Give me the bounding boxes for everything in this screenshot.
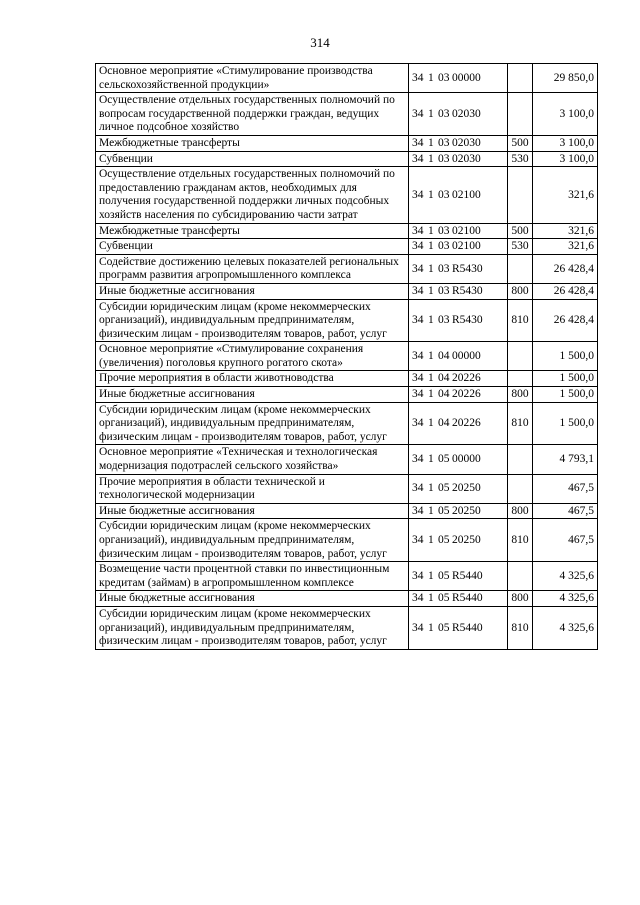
subprogram-code: 1 [428, 388, 434, 401]
main-activity-code: 04 [438, 372, 450, 385]
main-activity-code: 03 [438, 284, 450, 297]
amount: 4 793,1 [533, 445, 598, 474]
expense-name: Иные бюджетные ассигнования [96, 591, 409, 607]
program-code: 34 [412, 621, 424, 634]
subprogram-code: 1 [428, 453, 434, 466]
program-code: 34 [412, 136, 424, 149]
main-activity-code: 03 [438, 188, 450, 201]
program-code: 34 [412, 350, 424, 363]
program-code: 34 [412, 372, 424, 385]
target-code [409, 254, 508, 283]
main-activity-code: 04 [438, 388, 450, 401]
amount: 4 325,6 [533, 562, 598, 591]
expense-type: 500 [508, 135, 533, 151]
target-code [409, 371, 508, 387]
budget-table [95, 63, 598, 650]
expense-name: Субсидии юридическим лицам (кроме некоммерческих организаций), индивидуальным предпринимателям, физическим лицам - производителям товаров, работ, услуг [96, 402, 409, 445]
main-activity-code: 03 [438, 152, 450, 165]
budget-table-body [96, 64, 598, 650]
expense-name: Основное мероприятие «Стимулирование сохранения (увеличения) поголовья крупного рогатого скота» [96, 342, 409, 371]
subprogram-code: 1 [428, 482, 434, 495]
table-row [96, 519, 598, 562]
expense-type: 530 [508, 239, 533, 255]
main-activity-code: 04 [438, 417, 450, 430]
expense-type [508, 64, 533, 93]
target-code [409, 167, 508, 223]
expense-name: Субвенции [96, 151, 409, 167]
direction-code: 20226 [452, 388, 481, 401]
expense-type [508, 371, 533, 387]
target-code [409, 64, 508, 93]
table-row [96, 562, 598, 591]
amount: 26 428,4 [533, 299, 598, 342]
program-code: 34 [412, 504, 424, 517]
table-row [96, 135, 598, 151]
target-code [409, 342, 508, 371]
target-code [409, 151, 508, 167]
main-activity-code: 03 [438, 262, 450, 275]
program-code: 34 [412, 482, 424, 495]
expense-type [508, 254, 533, 283]
expense-type: 810 [508, 402, 533, 445]
table-row [96, 503, 598, 519]
direction-code: 02100 [452, 188, 481, 201]
expense-name: Субсидии юридическим лицам (кроме некоммерческих организаций), индивидуальным предпринимателям, физическим лицам - производителям товаров, работ, услуг [96, 519, 409, 562]
expense-type: 800 [508, 503, 533, 519]
program-code: 34 [412, 107, 424, 120]
amount: 467,5 [533, 474, 598, 503]
direction-code: R5440 [452, 621, 483, 634]
amount: 1 500,0 [533, 342, 598, 371]
program-code: 34 [412, 240, 424, 253]
expense-name: Осуществление отдельных государственных полномочий по вопросам государственной поддержки граждан, ведущих личное подсобное хозяйство [96, 93, 409, 136]
direction-code: 02030 [452, 136, 481, 149]
table-row [96, 254, 598, 283]
target-code [409, 606, 508, 649]
expense-name: Осуществление отдельных государственных полномочий по предоставлению гражданам актов, необходимых для получения государственной поддержки личных подсобных хозяйств населения по субсидированию части затрат [96, 167, 409, 223]
direction-code: 20226 [452, 417, 481, 430]
expense-type: 810 [508, 299, 533, 342]
subprogram-code: 1 [428, 284, 434, 297]
main-activity-code: 05 [438, 453, 450, 466]
subprogram-code: 1 [428, 240, 434, 253]
subprogram-code: 1 [428, 569, 434, 582]
subprogram-code: 1 [428, 372, 434, 385]
table-row [96, 474, 598, 503]
table-row [96, 151, 598, 167]
subprogram-code: 1 [428, 188, 434, 201]
table-row [96, 371, 598, 387]
subprogram-code: 1 [428, 71, 434, 84]
amount: 3 100,0 [533, 135, 598, 151]
main-activity-code: 04 [438, 350, 450, 363]
subprogram-code: 1 [428, 534, 434, 546]
table-row [96, 167, 598, 223]
amount: 467,5 [533, 503, 598, 519]
main-activity-code: 05 [438, 482, 450, 495]
target-code [409, 445, 508, 474]
direction-code: 00000 [452, 350, 481, 363]
table-row [96, 387, 598, 403]
subprogram-code: 1 [428, 152, 434, 165]
amount: 467,5 [533, 519, 598, 562]
expense-type [508, 474, 533, 503]
main-activity-code: 05 [438, 504, 450, 517]
amount: 1 500,0 [533, 371, 598, 387]
table-row [96, 402, 598, 445]
expense-name: Возмещение части процентной ставки по инвестиционным кредитам (займам) в агропромышленном комплексе [96, 562, 409, 591]
target-code [409, 402, 508, 445]
amount: 321,6 [533, 167, 598, 223]
program-code: 34 [412, 188, 424, 201]
direction-code: R5430 [452, 262, 483, 275]
page-number: 314 [310, 35, 330, 50]
main-activity-code: 05 [438, 621, 450, 634]
table-row [96, 64, 598, 93]
subprogram-code: 1 [428, 136, 434, 149]
table-row [96, 223, 598, 239]
program-code: 34 [412, 284, 424, 297]
amount: 26 428,4 [533, 254, 598, 283]
subprogram-code: 1 [428, 314, 434, 327]
expense-name: Содействие достижению целевых показателей региональных программ развития агропромышленного комплекса [96, 254, 409, 283]
expense-name: Субсидии юридическим лицам (кроме некоммерческих организаций), индивидуальным предпринимателям, физическим лицам - производителям товаров, работ, услуг [96, 606, 409, 649]
subprogram-code: 1 [428, 224, 434, 237]
subprogram-code: 1 [428, 592, 434, 605]
direction-code: R5430 [452, 284, 483, 297]
program-code: 34 [412, 592, 424, 605]
table-row [96, 239, 598, 255]
subprogram-code: 1 [428, 107, 434, 120]
direction-code: 02100 [452, 224, 481, 237]
amount: 4 325,6 [533, 591, 598, 607]
main-activity-code: 03 [438, 224, 450, 237]
target-code [409, 503, 508, 519]
target-code [409, 562, 508, 591]
program-code: 34 [412, 152, 424, 165]
expense-name: Основное мероприятие «Техническая и технологическая модернизация подотраслей сельского хозяйства» [96, 445, 409, 474]
direction-code: 00000 [452, 453, 481, 466]
program-code: 34 [412, 314, 424, 327]
expense-name: Иные бюджетные ассигнования [96, 503, 409, 519]
main-activity-code: 03 [438, 314, 450, 327]
expense-name: Межбюджетные трансферты [96, 223, 409, 239]
amount: 29 850,0 [533, 64, 598, 93]
expense-type: 810 [508, 519, 533, 562]
direction-code: 02030 [452, 152, 481, 165]
main-activity-code: 03 [438, 71, 450, 84]
direction-code: R5430 [452, 314, 483, 327]
table-row [96, 93, 598, 136]
target-code [409, 474, 508, 503]
amount: 1 500,0 [533, 387, 598, 403]
target-code [409, 93, 508, 136]
table-row [96, 591, 598, 607]
subprogram-code: 1 [428, 262, 434, 275]
direction-code: R5440 [452, 569, 483, 582]
expense-name: Субсидии юридическим лицам (кроме некоммерческих организаций), индивидуальным предпринимателям, физическим лицам - производителям товаров, работ, услуг [96, 299, 409, 342]
expense-type: 810 [508, 606, 533, 649]
program-code: 34 [412, 262, 424, 275]
direction-code: 20250 [452, 504, 481, 517]
expense-type: 800 [508, 591, 533, 607]
program-code: 34 [412, 453, 424, 466]
table-row [96, 283, 598, 299]
expense-name: Иные бюджетные ассигнования [96, 283, 409, 299]
subprogram-code: 1 [428, 417, 434, 430]
expense-type [508, 445, 533, 474]
main-activity-code: 03 [438, 136, 450, 149]
amount: 26 428,4 [533, 283, 598, 299]
program-code: 34 [412, 534, 424, 546]
expense-type: 800 [508, 387, 533, 403]
expense-type [508, 93, 533, 136]
target-code [409, 283, 508, 299]
amount: 321,6 [533, 239, 598, 255]
expense-type [508, 562, 533, 591]
expense-name: Иные бюджетные ассигнования [96, 387, 409, 403]
subprogram-code: 1 [428, 504, 434, 517]
amount: 3 100,0 [533, 151, 598, 167]
expense-name: Основное мероприятие «Стимулирование производства сельскохозяйственной продукции» [96, 64, 409, 93]
program-code: 34 [412, 388, 424, 401]
subprogram-code: 1 [428, 350, 434, 363]
direction-code: R5440 [452, 592, 483, 605]
amount: 321,6 [533, 223, 598, 239]
main-activity-code: 03 [438, 240, 450, 253]
table-row [96, 299, 598, 342]
amount: 1 500,0 [533, 402, 598, 445]
main-activity-code: 03 [438, 107, 450, 120]
expense-type [508, 342, 533, 371]
direction-code: 00000 [452, 71, 481, 84]
expense-type [508, 167, 533, 223]
expense-type: 530 [508, 151, 533, 167]
direction-code: 02100 [452, 240, 481, 253]
target-code [409, 223, 508, 239]
target-code [409, 299, 508, 342]
program-code: 34 [412, 569, 424, 582]
main-activity-code: 05 [438, 592, 450, 605]
expense-name: Субвенции [96, 239, 409, 255]
expense-name: Межбюджетные трансферты [96, 135, 409, 151]
expense-type: 500 [508, 223, 533, 239]
subprogram-code: 1 [428, 621, 434, 634]
target-code [409, 135, 508, 151]
expense-type: 800 [508, 283, 533, 299]
expense-name: Прочие мероприятия в области животноводства [96, 371, 409, 387]
main-activity-code: 05 [438, 569, 450, 582]
main-activity-code: 05 [438, 534, 450, 546]
expense-name: Прочие мероприятия в области технической и технологической модернизации [96, 474, 409, 503]
table-row [96, 445, 598, 474]
program-code: 34 [412, 71, 424, 84]
direction-code: 20250 [452, 482, 481, 495]
target-code [409, 239, 508, 255]
target-code [409, 591, 508, 607]
direction-code: 02030 [452, 107, 481, 120]
table-row [96, 342, 598, 371]
direction-code: 20226 [452, 372, 481, 385]
table-row [96, 606, 598, 649]
direction-code: 20250 [452, 534, 481, 546]
amount: 4 325,6 [533, 606, 598, 649]
program-code: 34 [412, 224, 424, 237]
target-code [409, 519, 508, 562]
target-code [409, 387, 508, 403]
amount: 3 100,0 [533, 93, 598, 136]
program-code: 34 [412, 417, 424, 430]
